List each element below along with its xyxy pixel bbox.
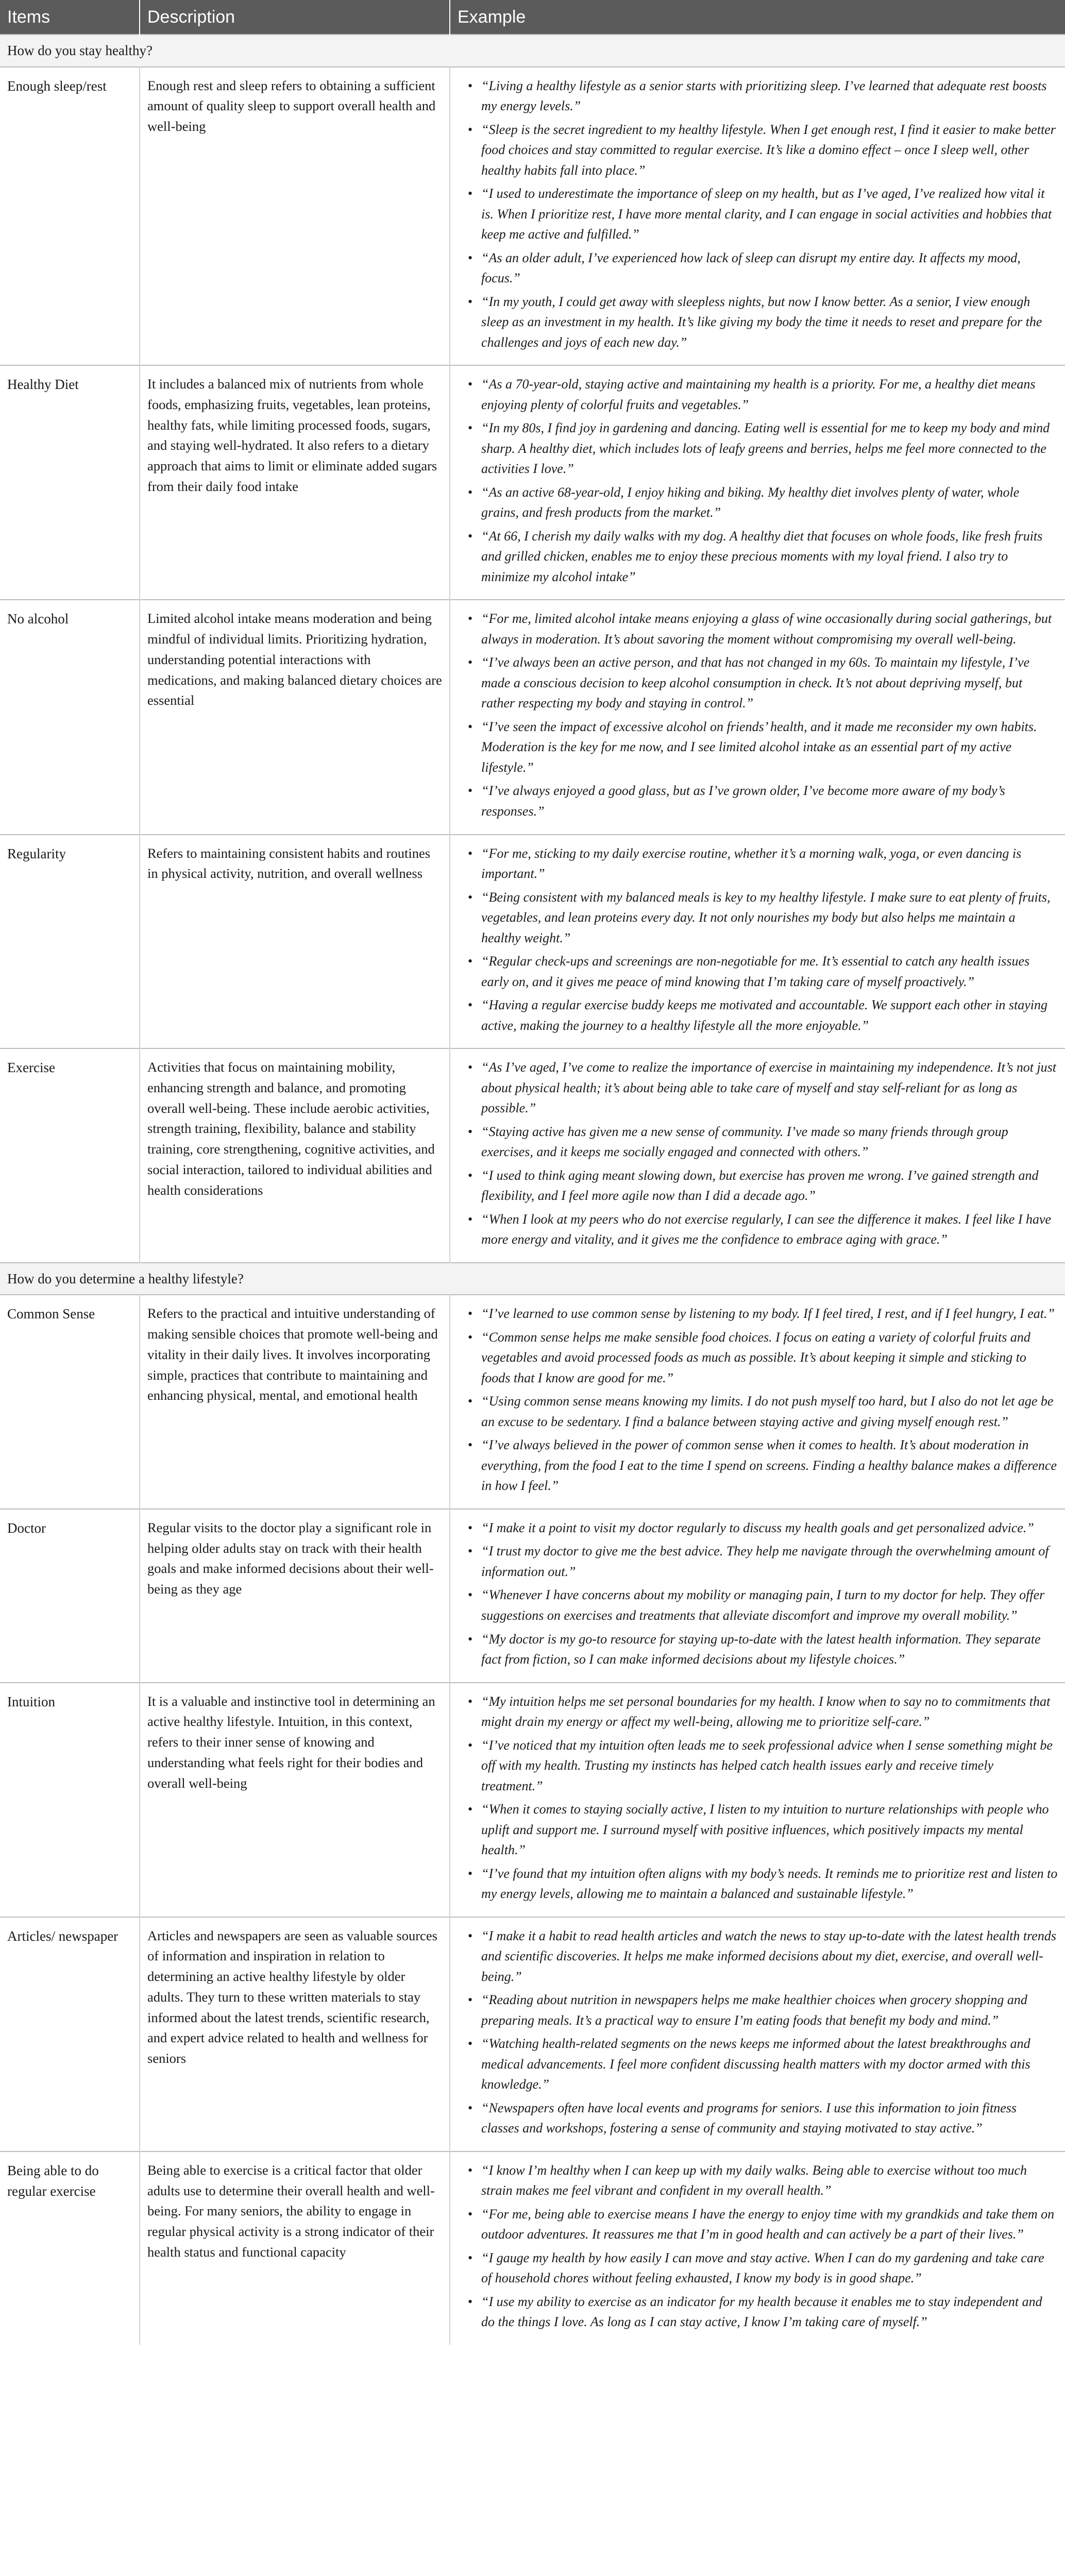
example-list — [458, 374, 1058, 587]
example-quote: • “My intuition helps me set personal boundaries for my health. I know when to say no to commitments that might drain my energy or affect my well-being, allowing me to prioritize self-care.” — [468, 1691, 1058, 1732]
table-row — [0, 1048, 1065, 1263]
example-quote: • “Newspapers often have local events and programs for seniors. I use this information to join fitness classes and workshops, fostering a sense of community and staying motivated to stay active.” — [468, 2098, 1058, 2139]
table-row — [0, 1917, 1065, 2151]
example-quote: • “At 66, I cherish my daily walks with my dog. A healthy diet that focuses on whole foods, like fresh fruits and grilled chicken, enables me to enjoy these precious moments with my loyal friend. I also try to minimize my alcohol intake” — [468, 526, 1058, 587]
table-row — [0, 67, 1065, 366]
section-row — [0, 35, 1065, 67]
example-list — [458, 1303, 1058, 1496]
header-description: Description — [140, 0, 450, 35]
item-cell: Common Sense — [0, 1295, 140, 1509]
section-title: How do you determine a healthy lifestyle? — [0, 1263, 1065, 1295]
item-cell: Doctor — [0, 1509, 140, 1683]
example-quote: • “Staying active has given me a new sense of community. I’ve made so many friends through group exercises, and it keeps me socially engaged and connected with others.” — [468, 1122, 1058, 1162]
example-quote: • “As an older adult, I’ve experienced how lack of sleep can disrupt my entire day. It affects my mood, focus.” — [468, 248, 1058, 289]
example-quote: • “I make it a point to visit my doctor regularly to discuss my health goals and get personalized advice.” — [468, 1518, 1058, 1538]
example-cell — [450, 1048, 1065, 1263]
description-cell: It is a valuable and instinctive tool in determining an active healthy lifestyle. Intuition, in this context, refers to their inner sense of knowing and understanding what feels right for their bodies and overall well-being — [140, 1683, 450, 1917]
example-quote: • “I trust my doctor to give me the best advice. They help me navigate through the overwhelming amount of information out.” — [468, 1541, 1058, 1582]
example-quote: • “Being consistent with my balanced meals is key to my healthy lifestyle. I make sure to eat plenty of fruits, vegetables, and lean proteins every day. It not only nourishes my body but also helps me maintain a healthy weight.” — [468, 887, 1058, 948]
description-cell: Regular visits to the doctor play a significant role in helping older adults stay on track with their health goals and make informed decisions about their well-being as they age — [140, 1509, 450, 1683]
table-row — [0, 1683, 1065, 1917]
example-quote: • “I’ve seen the impact of excessive alcohol on friends’ health, and it made me reconsider my own habits. Moderation is the key for me now, and I see limited alcohol intake as an essential part of my active lifestyle.” — [468, 717, 1058, 778]
header-example: Example — [450, 0, 1065, 35]
example-quote: • “I’ve found that my intuition often aligns with my body’s needs. It reminds me to prioritize rest and listen to my energy levels, allowing me to maintain a balanced and sustainable lifestyle.” — [468, 1863, 1058, 1904]
item-cell: Regularity — [0, 835, 140, 1049]
example-quote: • “As a 70-year-old, staying active and maintaining my health is a priority. For me, a healthy diet means enjoying plenty of colorful fruits and vegetables.” — [468, 374, 1058, 415]
example-quote: • “Watching health-related segments on the news keeps me informed about the latest breakthroughs and medical advancements. I feel more confident discussing health matters with my doctor armed with this knowledge.” — [468, 2033, 1058, 2095]
example-cell — [450, 2151, 1065, 2345]
table-row — [0, 2151, 1065, 2345]
example-quote: • “Regular check-ups and screenings are non-negotiable for me. It’s essential to catch any health issues early on, and it gives me peace of mind knowing that I’m taking care of myself proactively.” — [468, 951, 1058, 992]
example-quote: • “I know I’m healthy when I can keep up with my daily walks. Being able to exercise without too much strain makes me feel vibrant and confident in my overall health.” — [468, 2160, 1058, 2201]
example-quote: • “I used to think aging meant slowing down, but exercise has proven me wrong. I’ve gained strength and flexibility, and I feel more agile now than I did a decade ago.” — [468, 1165, 1058, 1206]
header-items: Items — [0, 0, 140, 35]
example-quote: • “For me, sticking to my daily exercise routine, whether it’s a morning walk, yoga, or even dancing is important.” — [468, 843, 1058, 884]
example-list — [458, 1057, 1058, 1250]
table-row — [0, 1509, 1065, 1683]
description-cell: Articles and newspapers are seen as valuable sources of information and inspiration in relation to determining an active healthy lifestyle by older adults. They turn to these written materials to stay informed about the latest trends, scientific research, and expert advice related to health and wellness for seniors — [140, 1917, 450, 2151]
example-quote: • “I use my ability to exercise as an indicator for my health because it enables me to stay independent and do the things I love. As long as I can stay active, I know I’m taking care of myself.” — [468, 2292, 1058, 2332]
example-cell — [450, 67, 1065, 366]
description-cell: Activities that focus on maintaining mobility, enhancing strength and balance, and promoting overall well-being. These include aerobic activities, strength training, flexibility, balance and stability training, core strengthening, cognitive activities, and social interaction, tailored to individual abilities and health considerations — [140, 1048, 450, 1263]
example-list — [458, 843, 1058, 1036]
example-cell — [450, 835, 1065, 1049]
example-quote: • “My doctor is my go-to resource for staying up-to-date with the latest health information. They separate fact from fiction, so I can make informed decisions about my lifestyle choices.” — [468, 1629, 1058, 1670]
description-cell: It includes a balanced mix of nutrients from whole foods, emphasizing fruits, vegetables, lean proteins, healthy fats, while limiting processed foods, sugars, and staying well-hydrated. It also refers to a dietary approach that aims to limit or eliminate added sugars from their daily food intake — [140, 365, 450, 600]
example-quote: • “In my youth, I could get away with sleepless nights, but now I know better. As a senior, I view enough sleep as an investment in my health. It’s like giving my body the time it needs to reset and prepare for the challenges and joys of each new day.” — [468, 292, 1058, 353]
example-list — [458, 2160, 1058, 2332]
section-row — [0, 1263, 1065, 1295]
example-quote: • “For me, limited alcohol intake means enjoying a glass of wine occasionally during social gatherings, but always in moderation. It’s about savoring the moment without compromising my overall well-being. — [468, 608, 1058, 649]
example-quote: • “I’ve noticed that my intuition often leads me to seek professional advice when I sense something might be off with my health. Trusting my instincts has helped catch health issues early and receive timely treatment.” — [468, 1735, 1058, 1797]
example-quote: • “Having a regular exercise buddy keeps me motivated and accountable. We support each other in staying active, making the journey to a healthy lifestyle all the more enjoyable.” — [468, 995, 1058, 1036]
description-cell: Being able to exercise is a critical factor that older adults use to determine their overall health and well-being. For many seniors, the ability to engage in regular physical activity is a strong indicator of their health status and functional capacity — [140, 2151, 450, 2345]
item-cell: Enough sleep/rest — [0, 67, 140, 366]
item-cell: No alcohol — [0, 600, 140, 834]
example-quote: • “As I’ve aged, I’ve come to realize the importance of exercise in maintaining my independence. It’s not just about physical health; it’s about being able to take care of myself and stay self-reliant for as long as possible.” — [468, 1057, 1058, 1118]
example-quote: • “For me, being able to exercise means I have the energy to enjoy time with my grandkids and take them on outdoor adventures. It reassures me that I’m in good health and can actively be a part of their lives.” — [468, 2204, 1058, 2245]
example-list — [458, 1926, 1058, 2139]
description-cell: Limited alcohol intake means moderation and being mindful of individual limits. Prioritizing hydration, understanding potential interactions with medications, and making balanced dietary choices are essential — [140, 600, 450, 834]
example-cell — [450, 1295, 1065, 1509]
example-list — [458, 608, 1058, 821]
example-quote: • “Whenever I have concerns about my mobility or managing pain, I turn to my doctor for help. They offer suggestions on exercises and treatments that alleviate discomfort and improve my overall mobility.” — [468, 1585, 1058, 1625]
example-cell — [450, 1683, 1065, 1917]
header-row — [0, 0, 1065, 35]
example-quote: • “Sleep is the secret ingredient to my healthy lifestyle. When I get enough rest, I find it easier to make better food choices and stay committed to regular exercise. It’s like a domino effect – once I sleep well, other healthy habits fall into place.” — [468, 120, 1058, 181]
example-cell — [450, 1509, 1065, 1683]
item-cell: Being able to do regular exercise — [0, 2151, 140, 2345]
description-cell: Enough rest and sleep refers to obtaining a sufficient amount of quality sleep to support overall health and well-being — [140, 67, 450, 366]
table-row — [0, 835, 1065, 1049]
example-quote: • “As an active 68-year-old, I enjoy hiking and biking. My healthy diet involves plenty of water, whole grains, and fresh products from the market.” — [468, 482, 1058, 523]
description-cell: Refers to maintaining consistent habits and routines in physical activity, nutrition, and overall wellness — [140, 835, 450, 1049]
example-quote: • “I’ve always believed in the power of common sense when it comes to health. It’s about moderation in everything, from the food I eat to the time I spend on screens. Finding a healthy balance makes a difference in how I feel.” — [468, 1435, 1058, 1496]
section-title: How do you stay healthy? — [0, 35, 1065, 67]
example-quote: • “I make it a habit to read health articles and watch the news to stay up-to-date with the latest health trends and scientific discoveries. It helps me make informed decisions about my diet, exercise, and overall well-being.” — [468, 1926, 1058, 1987]
table-row — [0, 1295, 1065, 1509]
example-quote: • “I used to underestimate the importance of sleep on my health, but as I’ve aged, I’ve realized how vital it is. When I prioritize rest, I have more mental clarity, and I can engage in social activities and hobbies that keep me active and fulfilled.” — [468, 183, 1058, 245]
item-cell: Healthy Diet — [0, 365, 140, 600]
item-cell: Articles/ newspaper — [0, 1917, 140, 2151]
example-quote: • “When I look at my peers who do not exercise regularly, I can see the difference it makes. I feel like I have more energy and vitality, and it gives me the confidence to embrace aging with grace.” — [468, 1209, 1058, 1250]
example-quote: • “Reading about nutrition in newspapers helps me make healthier choices when grocery shopping and preparing meals. It’s a practical way to ensure I’m eating foods that benefit my body and mind.” — [468, 1990, 1058, 2030]
table-row — [0, 365, 1065, 600]
example-quote: • “I’ve always been an active person, and that has not changed in my 60s. To maintain my lifestyle, I’ve made a conscious decision to keep alcohol consumption in check. It’s not about depriving myself, but rather respecting my body and staying in control.” — [468, 652, 1058, 714]
table-body — [0, 35, 1065, 2345]
example-list — [458, 76, 1058, 353]
example-quote: • “Common sense helps me make sensible food choices. I focus on eating a variety of colorful fruits and vegetables and avoid processed foods as much as possible. It’s about keeping it simple and sticking to foods that I know are good for me.” — [468, 1327, 1058, 1388]
example-cell — [450, 1917, 1065, 2151]
example-quote: • “Using common sense means knowing my limits. I do not push myself too hard, but I also do not let age be an excuse to be sedentary. I find a balance between staying active and giving myself enough rest.” — [468, 1391, 1058, 1432]
item-cell: Intuition — [0, 1683, 140, 1917]
example-quote: • “I’ve learned to use common sense by listening to my body. If I feel tired, I rest, and if I feel hungry, I eat.” — [468, 1303, 1058, 1324]
example-cell — [450, 600, 1065, 834]
example-quote: • “I gauge my health by how easily I can move and stay active. When I can do my gardening and take care of household chores without feeling exhausted, I know my body is in good shape.” — [468, 2248, 1058, 2289]
example-list — [458, 1691, 1058, 1904]
example-quote: • “In my 80s, I find joy in gardening and dancing. Eating well is essential for me to keep my body and mind sharp. A healthy diet, which includes lots of leafy greens and berries, helps me feel more connected to the activities I love.” — [468, 418, 1058, 479]
example-cell — [450, 365, 1065, 600]
description-cell: Refers to the practical and intuitive understanding of making sensible choices that promote well-being and vitality in their daily lives. It involves incorporating simple, practices that contribute to maintaining and enhancing physical, mental, and emotional health — [140, 1295, 450, 1509]
table-row — [0, 600, 1065, 834]
example-quote: • “I’ve always enjoyed a good glass, but as I’ve grown older, I’ve become more aware of my body’s responses.” — [468, 781, 1058, 821]
example-list — [458, 1518, 1058, 1670]
example-quote: • “Living a healthy lifestyle as a senior starts with prioritizing sleep. I’ve learned that adequate rest boosts my energy levels.” — [468, 76, 1058, 116]
example-quote: • “When it comes to staying socially active, I listen to my intuition to nurture relationships with people who uplift and support me. I surround myself with positive influences, which positively impacts my mental health.” — [468, 1799, 1058, 1860]
item-cell: Exercise — [0, 1048, 140, 1263]
